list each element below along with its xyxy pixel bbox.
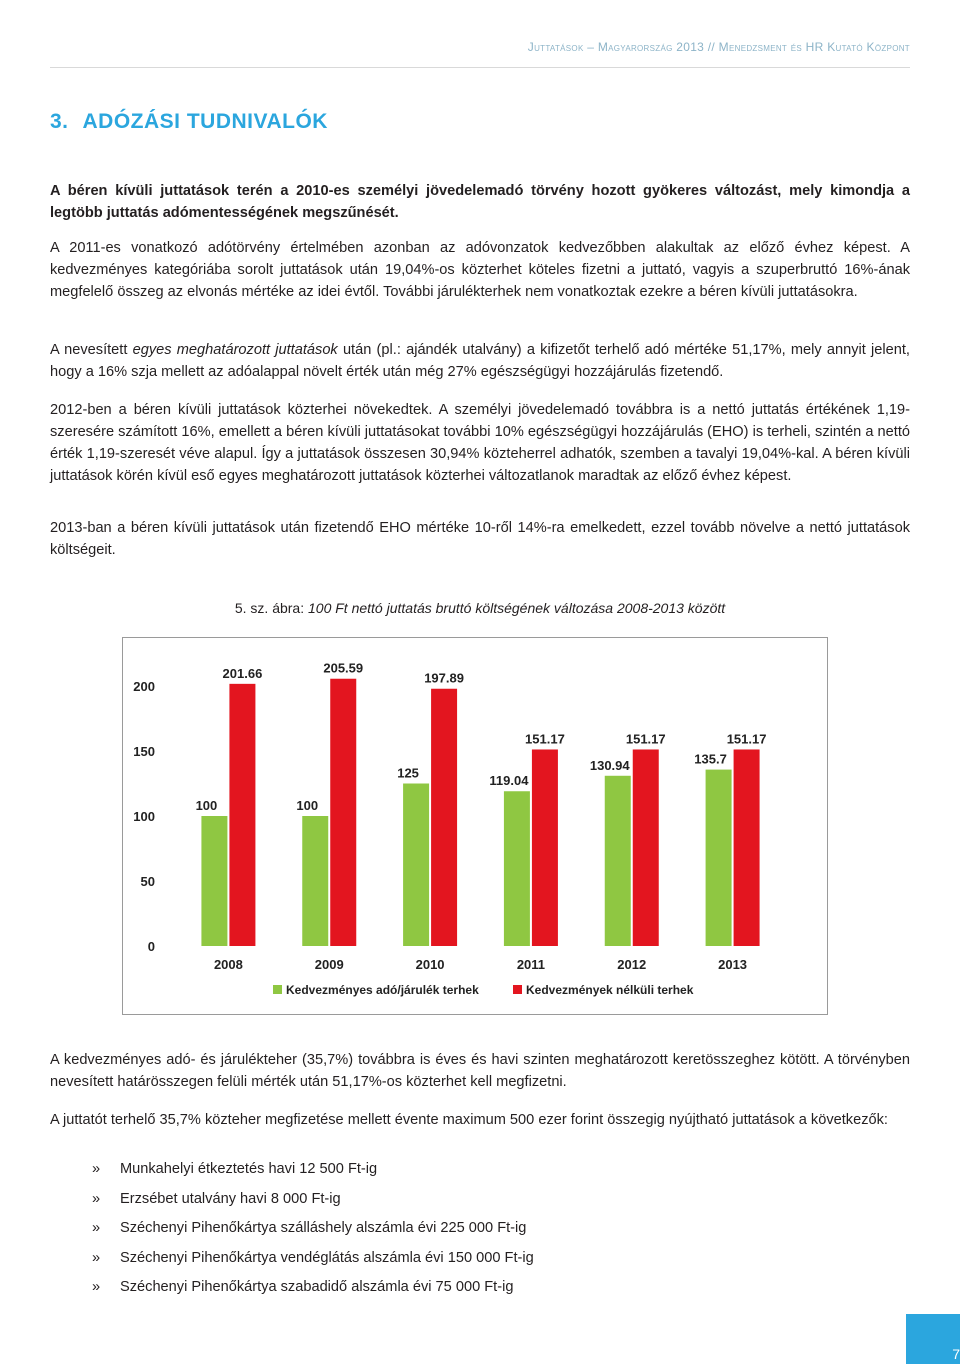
x-tick-label: 2013: [718, 957, 748, 972]
data-label: 151.17: [525, 731, 565, 747]
legend-swatch-preferential: [273, 985, 282, 994]
data-label: 100: [296, 798, 319, 813]
data-label: 125: [397, 765, 419, 781]
chart-canvas: [123, 638, 827, 1014]
bar-preferential: [201, 816, 227, 946]
list-item: [92, 1276, 534, 1306]
y-tick-label: 0: [147, 939, 155, 954]
running-header: Juttatások – Magyarország 2013 // Menedzsment és HR Kutató Központ: [527, 40, 910, 54]
data-label: 151.17: [726, 731, 767, 747]
list-item-text: Széchenyi Pihenőkártya vendéglátás alszámla évi 150 000 Ft-ig: [120, 1249, 534, 1266]
bullet-marker: »: [92, 1279, 101, 1296]
bar-non-preferential: [229, 684, 255, 946]
data-label: 201.66: [222, 665, 263, 681]
bar-non-preferential: [431, 689, 457, 946]
paragraph-text: A nevesített: [50, 342, 133, 358]
paragraph-text: után (pl.: ajándék utalvány) a kifizetőt terhelő adó mértéke 51,17%, mely annyit jelent, hogy a 16% szja mellett az adóalappal növelt érték után még 27% egészségügyi hozzájárulás fizetendő.: [50, 342, 910, 380]
list-item-text: Széchenyi Pihenőkártya szabadidő alszámla évi 75 000 Ft-ig: [120, 1279, 514, 1296]
x-tick-label: 2008: [213, 957, 243, 972]
bar-preferential: [302, 816, 328, 946]
legend-label: Kedvezményes adó/járulék terhek: [286, 983, 479, 997]
bar-non-preferential: [532, 749, 558, 946]
lead-paragraph: A béren kívüli juttatások terén a 2010-es személyi jövedelemadó törvény hozott gyökeres változást, mely kimondja a legtöbb juttatás adómentességének megszűnését.: [50, 183, 910, 221]
y-tick-label: 100: [133, 809, 155, 824]
y-tick-label: 150: [133, 744, 155, 759]
paragraph-2012: 2012-ben a béren kívüli juttatások közterhei növekedtek. A személyi jövedelemadó továbbra is a nettó juttatás értékének 1,19-szeresére számított 16%, emellett a béren kívüli juttatásokat további 10% egészségügyi hozzájárulás (EHO) is terheli, szintén a nettó érték 1,19-szeresét véve alapul. Így a juttatások összesen 30,94% közteherrel adhatók, szemben a tavalyi 19,04%-kal. A béren kívüli juttatások körén kívül eső egyes meghatározott juttatások közterhei változatlanok maradtak az előző évhez képest.: [50, 402, 910, 484]
bar-non-preferential: [734, 749, 760, 946]
figure-number: 5. sz. ábra:: [234, 600, 305, 616]
emphasis-text: egyes meghatározott juttatások: [132, 342, 338, 358]
bar-preferential: [403, 784, 429, 947]
list-item-text: Munkahelyi étkeztetés havi 12 500 Ft-ig: [120, 1161, 378, 1177]
bar-chart: [122, 637, 828, 1015]
bar-preferential: [504, 791, 530, 946]
data-label: 119.04: [489, 773, 529, 789]
list-item-text: Széchenyi Pihenőkártya szálláshely alszámla évi 225 000 Ft-ig: [120, 1220, 527, 1237]
section-title: ADÓZÁSI TUDNIVALÓK: [82, 110, 328, 133]
data-label: 197.89: [424, 670, 464, 686]
data-label: 130.94: [589, 757, 630, 773]
bar-non-preferential: [633, 749, 659, 946]
data-label: 205.59: [323, 660, 364, 676]
paragraph-named-benefits: [50, 339, 910, 383]
bullet-marker: »: [92, 1249, 101, 1266]
bar-preferential: [605, 776, 631, 946]
paragraph-2013: 2013-ban a béren kívüli juttatások után fizetendő EHO mértéke 10-ről 14%-ra emelkedett, ezzel tovább növelve a nettó juttatások költségeit.: [50, 520, 910, 558]
x-tick-label: 2010: [415, 957, 445, 972]
y-tick-label: 50: [140, 874, 155, 889]
bar-non-preferential: [330, 679, 356, 946]
y-tick-label: 200: [133, 679, 155, 694]
data-label: 135.7: [694, 751, 727, 767]
section-number: 3.: [50, 110, 69, 133]
list-item: [92, 1188, 534, 1218]
legend-swatch-non-preferential: [513, 985, 522, 994]
list-item: [92, 1247, 534, 1277]
bullet-marker: »: [92, 1161, 101, 1177]
page-number: 7: [952, 1346, 960, 1362]
section-heading: [50, 110, 328, 134]
list-item: [92, 1217, 534, 1247]
bar-preferential: [706, 770, 732, 946]
x-tick-label: 2012: [617, 957, 647, 972]
data-label: 151.17: [625, 731, 666, 747]
paragraph-2011: A 2011-es vonatkozó adótörvény értelmében azonban az adóvonzatok kedvezőbben alakultak az előző évhez képest. A kedvezményes kategóriába sorolt juttatások után 19,04%-os közterhet köteles fizetni a juttató, vagyis a szuperbruttó 16%-ának megfelelő összeg az elvonás mértéke az idei évtől. További járulékterhek nem vonatkoztak ezekre a béren kívüli juttatásokra.: [50, 240, 910, 300]
bullet-marker: »: [92, 1220, 101, 1237]
x-tick-label: 2009: [314, 957, 344, 972]
figure-title: 100 Ft nettó juttatás bruttó költségének változása 2008-2013 között: [308, 600, 726, 616]
paragraph-benefits-intro: A juttatót terhelő 35,7% közteher megfizetése mellett évente maximum 500 ezer forint összegig nyújtható juttatások a következők:: [50, 1112, 888, 1128]
list-item: [92, 1158, 534, 1188]
benefits-list: [92, 1158, 534, 1306]
bullet-marker: »: [92, 1190, 101, 1207]
paragraph-preferential-limit: A kedvezményes adó- és járulékteher (35,7%) továbbra is éves és havi szinten meghatározott keretösszeghez kötött. A törvényben nevesített határösszegen felüli mérték után 51,17%-os közterhet kell megfizetni.: [50, 1052, 910, 1090]
x-tick-label: 2011: [516, 957, 546, 972]
legend-label: Kedvezmények nélküli terhek: [526, 983, 694, 997]
list-item-text: Erzsébet utalvány havi 8 000 Ft-ig: [120, 1190, 341, 1207]
figure-caption: [50, 597, 910, 619]
data-label: 100: [195, 798, 218, 813]
header-divider: [50, 67, 910, 68]
